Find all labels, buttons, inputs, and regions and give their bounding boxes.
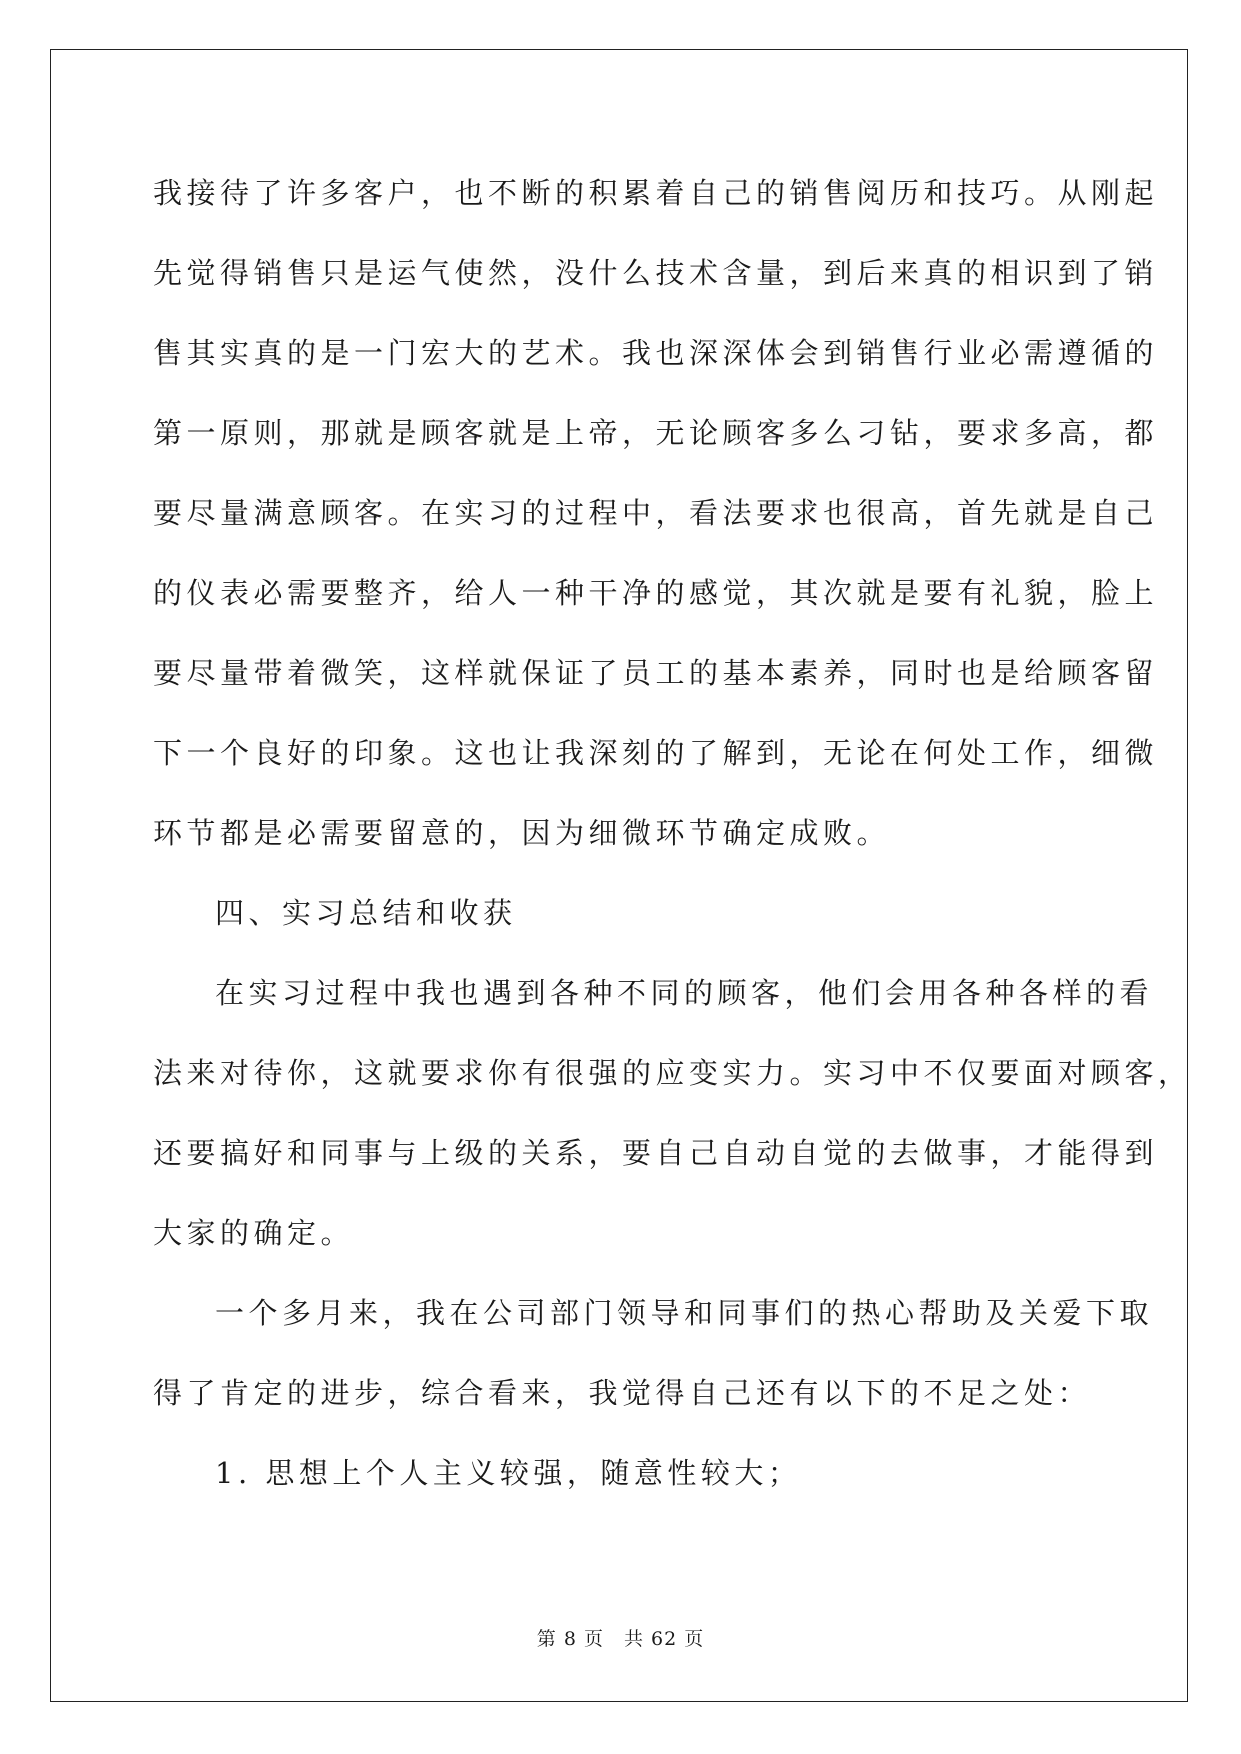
text-line-8: 下一个良好的印象。这也让我深刻的了解到，无论在何处工作，细微 bbox=[153, 736, 1159, 770]
section-heading: 四、实习总结和收获 bbox=[215, 896, 517, 930]
list-item-1: 1. 思想上个人主义较强，随意性较大； bbox=[215, 1456, 802, 1490]
text-line-2: 先觉得销售只是运气使然，没什么技术含量，到后来真的相识到了销 bbox=[153, 256, 1159, 290]
text-line-5: 要尽量满意顾客。在实习的过程中，看法要求也很高，首先就是自己 bbox=[153, 496, 1159, 530]
text-line-11: 在实习过程中我也遇到各种不同的顾客，他们会用各种各样的看 bbox=[215, 976, 1154, 1010]
text-line-4: 第一原则，那就是顾客就是上帝，无论顾客多么刁钻，要求多高，都 bbox=[153, 416, 1159, 450]
text-line-9: 环节都是必需要留意的，因为细微环节确定成败。 bbox=[153, 816, 891, 850]
document-body bbox=[153, 168, 1192, 1528]
text-line-14: 大家的确定。 bbox=[153, 1216, 355, 1250]
text-line-13: 还要搞好和同事与上级的关系，要自己自动自觉的去做事，才能得到 bbox=[153, 1136, 1159, 1170]
text-line-3: 售其实真的是一门宏大的艺术。我也深深体会到销售行业必需遵循的 bbox=[153, 336, 1159, 370]
text-line-1: 我接待了许多客户，也不断的积累着自己的销售阅历和技巧。从刚起 bbox=[153, 176, 1159, 210]
text-line-15: 一个多月来，我在公司部门领导和同事们的热心帮助及关爱下取 bbox=[215, 1296, 1154, 1330]
text-line-16: 得了肯定的进步，综合看来，我觉得自己还有以下的不足之处： bbox=[153, 1376, 1092, 1410]
text-line-7: 要尽量带着微笑，这样就保证了员工的基本素养，同时也是给顾客留 bbox=[153, 656, 1159, 690]
page-number-footer: 第 8 页 共 62 页 bbox=[536, 1628, 705, 1650]
text-line-6: 的仪表必需要整齐，给人一种干净的感觉，其次就是要有礼貌，脸上 bbox=[153, 576, 1159, 610]
text-line-12: 法来对待你，这就要求你有很强的应变实力。实习中不仅要面对顾客， bbox=[153, 1056, 1192, 1090]
